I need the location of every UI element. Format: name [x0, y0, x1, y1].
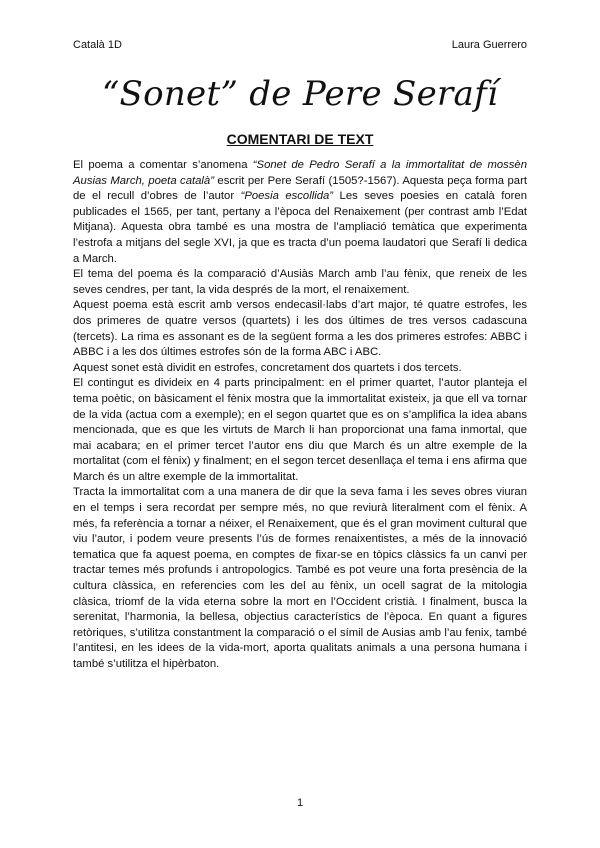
- collection-title-emphasis: “Poesia escollida”: [240, 190, 334, 203]
- paragraph-structure: Aquest sonet està dividit en estrofes, concretament dos quartets i dos tercets.: [73, 361, 462, 374]
- document-title: “Sonet” de Pere Serafí: [101, 74, 499, 114]
- paragraph-content: El contingut es divideix en 4 parts principalment: en el primer quartet, l’autor planteja el tema poètic, on bàsicament el fènix mostra que la immortalitat existeix, ja que ell va tornar de la vida (actua com a exemple); en el segon quartet que es on s’amplifica la idea abans mencionada, que es que les virtuts de March li han proporcionat una fama inmortal, que mai acabara; en el primer tercet l’autor ens diu que March és un altre exemple de la mortalitat (com el fènix) y finalment; en el segon tercet desenllaça el tema i ens afirma que March és un altre exemple de la immortalitat.: [73, 377, 527, 483]
- poem-title-emphasis: “Sonet de Pedro Serafí a la immortalitat de mossèn Ausias March, poeta català”: [73, 159, 527, 187]
- header-author: Laura Guerrero: [451, 39, 527, 51]
- paragraph-text: escrit per Pere Serafí (1505?-1567). Aquesta peça forma part de el recull d’obres de l’autor: [73, 174, 527, 203]
- paragraph-metrics: Aquest poema està escrit amb versos endecasil·labs d’art major, té quatre estrofes, les dos primeres de quatre versos (quartets) i les dos últimes de tres versos cadascuna (tercets). La rima es assonant es de la següent forma a les dos primeres estrofes: ABBC i ABBC i a les dos últimes estrofes són de la forma ABC i ABC.: [73, 299, 527, 359]
- document-subtitle: COMENTARI DE TEXT: [226, 131, 374, 147]
- paragraph-text: El poema a comentar s’anomena: [73, 159, 253, 171]
- paragraph-text: Les seves poesies en català foren publicades el 1565, per tant, pertany a l’època del Renaixement (per contrast amb l’Edat Mitjana). Aquesta obra també es una mostra de l’ampliació temàtica que experimenta l’estrofa a mitjans del segle XVI, ja que es tracta d’un poema laudatori que Serafí li dedica a March.: [73, 190, 527, 265]
- document-body: [73, 158, 527, 673]
- header-course: Català 1D: [73, 39, 122, 51]
- paragraph-intro: [73, 158, 527, 267]
- paragraph-analysis: Tracta la immortalitat com a una manera de dir que la seva fama i les seves obres viuran en el temps i sera recordat per sempre més, no que reviurà literalment com el fènix. A més, fa referència a tornar a néixer, el Renaixement, que és el gran moviment cultural que viu l’autor, i podem veure presents l’ús de formes renaixentistes, a més de la innovació tematica que fa aquest poema, en comptes de fixar-se en tòpics clàssics fa un canvi per tractar temes més profunds i antropologics. També es pot veure una forta presència de la cultura clàssica, en referencies com les del au fènix, un ocell sagrat de la mitologia clàsica, triomf de la vida eterna sobre la mort en l’Occident cristià. I finalment, busca la serenitat, l’harmonia, la bellesa, objectius característics de l’època. En quant a figures retòriques, s’utilitza constantment la comparació o el símil de Ausias amb l’au fenix, també l’antitesi, en les idees de la vida-mort, aporta qualitats animals a una persona humana i també s’utilitza el hipèrbaton.: [73, 486, 527, 670]
- paragraph-theme: El tema del poema és la comparació d’Ausiàs March amb l’au fènix, que reneix de les seves cendres, per tant, la vida després de la mort, el renaixement.: [73, 268, 527, 296]
- page-number: 1: [296, 797, 304, 809]
